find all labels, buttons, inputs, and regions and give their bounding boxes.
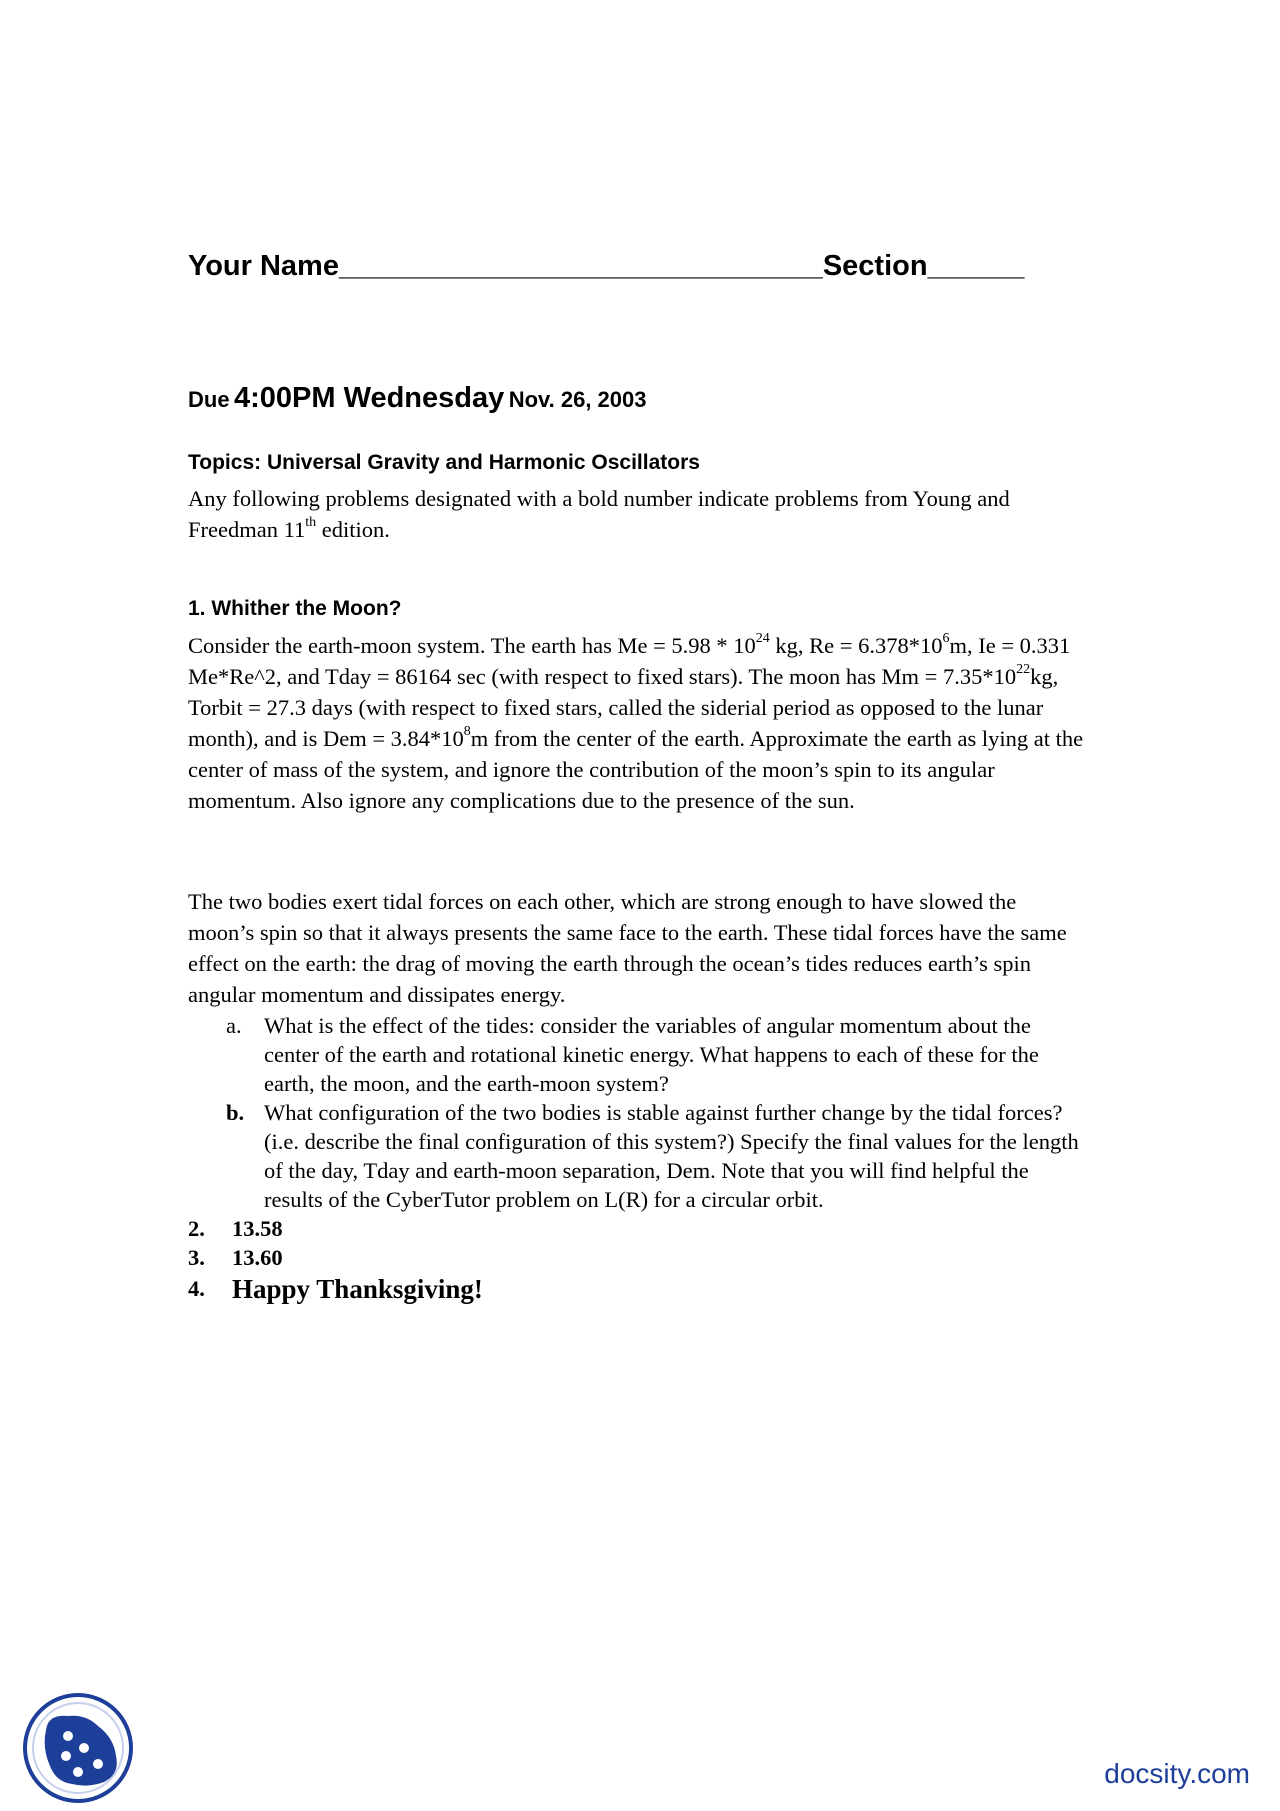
p1-sup-3: 22 <box>1016 661 1031 677</box>
p1-text-5: m from the center of the earth. Approximate the earth as lying at the center of mass of the system, and ignore the contribution of the moon’s spin to its angular momentum. Also ignore any complications due to the presence of the sun. <box>188 726 1084 813</box>
problem-2-label: 2. <box>188 1216 205 1241</box>
section-blank[interactable]: ______ <box>927 250 1025 282</box>
section-label: Section <box>822 250 928 282</box>
intro-paragraph <box>188 483 1088 545</box>
p1-text-3: m, Ie = 0.331 Me*Re^2, and Tday = 86164 sec (with respect to fixed stars). The moon has Mm = 7.35*10 <box>188 633 1071 689</box>
part-b-text: What configuration of the two bodies is stable against further change by the tidal forces? (i.e. describe the final configuration of this system?) Specify the final values for the length of the day, Tday and earth-moon separation, Dem. Note that you will find helpful the results of the CyberTutor problem on L(R) for a circular orbit. <box>264 1100 1079 1212</box>
docsity-logo-icon[interactable] <box>22 1692 134 1804</box>
name-blank[interactable]: ______________________________ <box>338 250 823 282</box>
problem-4 <box>188 1272 1088 1306</box>
problem-4-text: Happy Thanksgiving! <box>232 1274 483 1304</box>
p1-sup-1: 24 <box>755 630 770 646</box>
problem1-heading: 1. Whither the Moon? <box>188 597 402 620</box>
topics-heading: Topics: Universal Gravity and Harmonic Oscillators <box>188 451 700 474</box>
due-time: 4:00PM Wednesday <box>234 382 505 414</box>
problem1-paragraph-2: The two bodies exert tidal forces on each other, which are strong enough to have slowed the moon’s spin so that it always presents the same face to the earth. These tidal forces have the same effect on the earth: the drag of moving the earth through the ocean’s tides reduces earth’s spin angular momentum and dissipates energy. <box>188 889 1067 1007</box>
docsity-brand-link[interactable]: docsity.com <box>1104 1758 1250 1789</box>
problem-3-label: 3. <box>188 1245 205 1270</box>
problem1-paragraph-1 <box>188 630 1088 816</box>
name-label: Your Name <box>188 250 339 282</box>
part-a-text: What is the effect of the tides: consider the variables of angular momentum about the center of the earth and rotational kinetic energy. What happens to each of these for the earth, the moon, and the earth-moon system? <box>264 1013 1039 1096</box>
p1-text-2: kg, Re = 6.378*10 <box>769 633 943 658</box>
problem-3 <box>188 1243 1088 1272</box>
due-prefix: Due <box>188 387 230 412</box>
due-date: Nov. 26, 2003 <box>508 387 647 412</box>
intro-text-end: edition. <box>316 517 390 542</box>
p1-sup-2: 6 <box>942 630 950 646</box>
part-b-label: b. <box>226 1100 245 1125</box>
due-line <box>188 382 647 415</box>
part-a <box>226 1011 1088 1098</box>
p1-text-1: Consider the earth-moon system. The earth has Me = 5.98 * 10 <box>188 633 756 658</box>
p1-sup-4: 8 <box>463 723 471 739</box>
intro-superscript: th <box>305 514 317 530</box>
part-a-label: a. <box>226 1013 242 1038</box>
problem-list <box>188 1011 1088 1306</box>
problem-3-text: 13.60 <box>232 1245 283 1270</box>
p1-text-4: kg, Torbit = 27.3 days (with respect to fixed stars, called the siderial period as opposed to the lunar month), and is Dem = 3.84*10 <box>188 664 1059 751</box>
problem-2-text: 13.58 <box>232 1216 283 1241</box>
part-b <box>226 1098 1088 1214</box>
name-section-line <box>188 250 1024 283</box>
problem-4-label: 4. <box>188 1276 205 1301</box>
problem-2 <box>188 1214 1088 1243</box>
intro-text: Any following problems designated with a bold number indicate problems from Young and Freedman 11 <box>188 486 1010 542</box>
